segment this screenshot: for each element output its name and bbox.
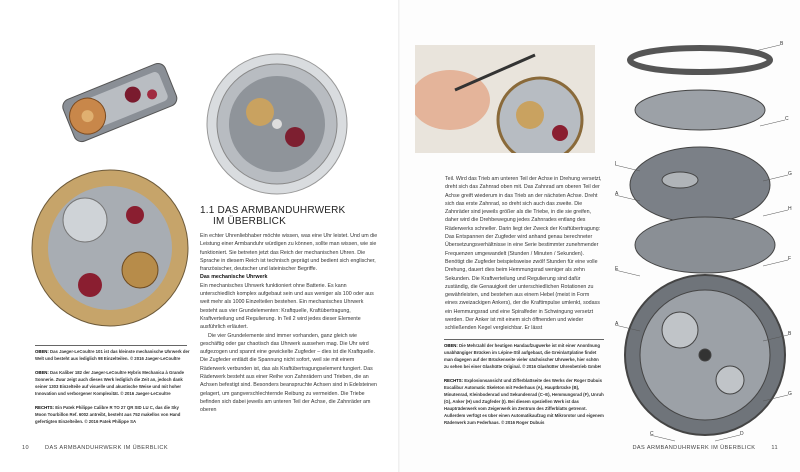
captions-right bbox=[444, 342, 604, 433]
callout-line bbox=[763, 260, 788, 266]
right-page bbox=[400, 0, 800, 472]
round-watch-photo bbox=[200, 52, 355, 197]
caption-divider bbox=[35, 345, 187, 346]
callout-label: D bbox=[740, 431, 744, 437]
callout-line bbox=[615, 270, 640, 276]
caption-divider bbox=[444, 339, 604, 340]
callout-label: F bbox=[788, 256, 792, 262]
callout-label: B bbox=[780, 41, 784, 47]
page-number: 11 bbox=[771, 445, 778, 451]
callout-label: C bbox=[785, 116, 789, 122]
callout-label: H bbox=[788, 206, 792, 212]
callout-label: I bbox=[615, 161, 617, 167]
callout-label: B bbox=[788, 331, 792, 337]
callout-label: E bbox=[615, 266, 619, 272]
callout-line bbox=[763, 210, 788, 216]
caption: OBEN: Die Mehrzahl der heutigen Handaufzugwerke ist mit einer Anordnung unabhängiger Brücken im Lépine-Stil aufgebaut, die Grein/artplatine findet man dagegen auf der Brückenseite vieler sächsischer Uhrwerke, hier schön zu sehen bei einer Glashütte Original. © 2016 Glashütter Uhrenbetrieb GmbH bbox=[444, 343, 601, 369]
footer-left bbox=[22, 445, 168, 451]
callout-line bbox=[760, 120, 785, 126]
body-text-right: Teil. Wird das Trieb am unteren Teil der Achse in Drehung versetzt, dreht sich das Zahnrad oben mit. Das Zahnrad am oberen Teil der Achse greift wiederum in das Trieb an der nächsten Achse. Dreht sich das erste Zahnrad, so dreht sich auch das zweite. Die Zahnräder sind jeweils größer als die Triebe, in die sie greifen, daher wird die Drehbewegung jedes Zahnrades entlang des Räderwerks schneller. Darin liegt der Zweck der Kraftübertragung: Das Entspannen der Zugfeder wird anhand genau berechneter Übersetzungsverhältnisse in eine Serie bestimmter zunehmender Frequenzen umgewandelt (Stunden / Minuten / Sekunden). Benötigt die Zugfeder beispielsweise zwölf Stunden für eine volle Drehung, dauert dies beim Hemmungsrad weniger als zehn Sekunden. Die Kraftverteilung und Regulierung sind dafür zuständig, die Genauigkeit der unterschiedlichen Rotationen zu gewährleisten, und bestehen aus einem Hebel (meist in Form eines zweizackigen Ankers), der die Kraftimpulse umlenkt, sodass ein Hemmungsrad und eine Spiralfeder in Schwingung versetzt werden. Der Anker ist mit einem sich öffnenden und wieder schließenden Kegel vergleichbar. Er lässt bbox=[445, 176, 602, 332]
section-heading: 1.1 DAS ARMBANDUHRWERK IM ÜBERBLICK bbox=[200, 205, 346, 227]
callout-line bbox=[650, 435, 675, 441]
callout-label: G bbox=[788, 171, 792, 177]
callout-line bbox=[615, 165, 640, 171]
callout-label: G bbox=[788, 391, 792, 397]
running-title: DAS ARMBANDUHRWERK IM ÜBERBLICK bbox=[45, 445, 168, 451]
callout-line bbox=[755, 45, 780, 51]
caption: OBEN: Das Jaeger-LeCoultre 101 ist das kleinste mechanische Uhrwerk der Welt und besteht aus lediglich 98 Einzelteilen. © 2016 Jaeger-LeCoultre bbox=[35, 349, 190, 361]
callout-line bbox=[715, 435, 740, 441]
captions-left bbox=[35, 348, 190, 432]
large-movement-photo bbox=[30, 160, 190, 335]
body-text-left: Ein echter Uhrenliebhaber möchte wissen, was eine Uhr leistet. Und um die Leistung einer Armbanduhr würdigen zu können, sollte man wissen, wie sie funktioniert. Sie betreten jetzt das Reich der mechanischen Uhren. Die Sprache in diesem Reich ist technisch geprägt und bedient sich englischer, französischer, deutscher und lateinischer Begriffe. Das mechanische Uhrwerk Ein mechanisches Uhrwerk funktioniert ohne Batterie. Es kann unterschiedlich komplex aufgebaut sein und aus weniger als 100 oder aus weit mehr als 1000 Einzelteilen bestehen. Ein mechanisches Uhrwerk besteht aus vier Grundelementen: Kraftquelle, Kraftübertragung, Kraftverteilung und Regulierung. In Teil 2 wird jedes dieser Elemente ausführlich erläutert. Die vier Grundelemente sind immer vorhanden, ganz gleich wie geschäftig oder gar chaotisch das Uhrwerk aussehen mag. Die Uhr wird aufgezogen und spannt eine gewickelte Zugfeder – dies ist die Kraftquelle. Die Zugfeder entlädt die Spannung nicht sofort, weil sie mit einem Räderwerk verbunden ist, das als Kraftübertragungselement fungiert. Das Räderwerk besteht aus einer Reihe von Zahnrädern und Trieben, die an Achsen befestigt sind. Besonders beanspruchte Achsen sind in Edelsteinen gelagert, um gangverschlechternde Reibung zu vermeiden. Die Triebe befinden sich dabei jeweils am unteren Teil der Achse, die Zahnräder am oberen bbox=[200, 233, 378, 414]
small-movement-photo bbox=[55, 55, 185, 150]
hand-with-tweezers-photo bbox=[415, 45, 595, 153]
callout-label: A bbox=[615, 321, 619, 327]
caption: RECHTS: Explosionsansicht und Zifferblattseite des Werks der Roger Dubuis Excalibur Automatic Skeleton mit Federhaus (A), Hauptbrücke (B), Minutenrad, Kleinbodenrad und Sekundenrad (C–E), Hemmungsrad (F), Unruh (G), Anker (H) und Zugfeder (I). Bei diesem speziellen Werk ist das Haupträderwerk vom Zeigerwerk im Zentrum des Zifferblatts getrennt. Außerdem verfügt es über einen Automatikaufzug mit Mikrorotor und eigenem Räderwerk zum Federhaus. © 2016 Roger Dubuis bbox=[444, 378, 604, 425]
callout-label: A bbox=[615, 191, 619, 197]
running-title: DAS ARMBANDUHRWERK IM ÜBERBLICK bbox=[632, 445, 756, 451]
exploded-movement-diagram bbox=[610, 35, 800, 445]
caption: OBEN: Das Kaliber 182 der Jaeger-LeCoultre Hybris Mechanica à Grande Sonnerie. Zwar zeigt auch dieses Werk lediglich die Zeit an, jedoch dank seiner 1303 Einzelteile auf visuelle und akustische Weise und mit hoher Innovation und verborgener Komplexität. © 2016 Jaeger-LeCoultre bbox=[35, 370, 185, 396]
footer-right bbox=[632, 445, 778, 451]
caption: RECHTS: Ein Patek Philippe Calibre R TO 27 QR SID LU C, das die Sky Moon Tourbillon Ref. 6002 antreibt, besteht aus 752 makellos von Hand gefertigten Einzelteilen. © 2016 Patek Philippe SA bbox=[35, 405, 181, 424]
callout-label: C bbox=[650, 431, 654, 437]
page-number: 10 bbox=[22, 445, 30, 451]
